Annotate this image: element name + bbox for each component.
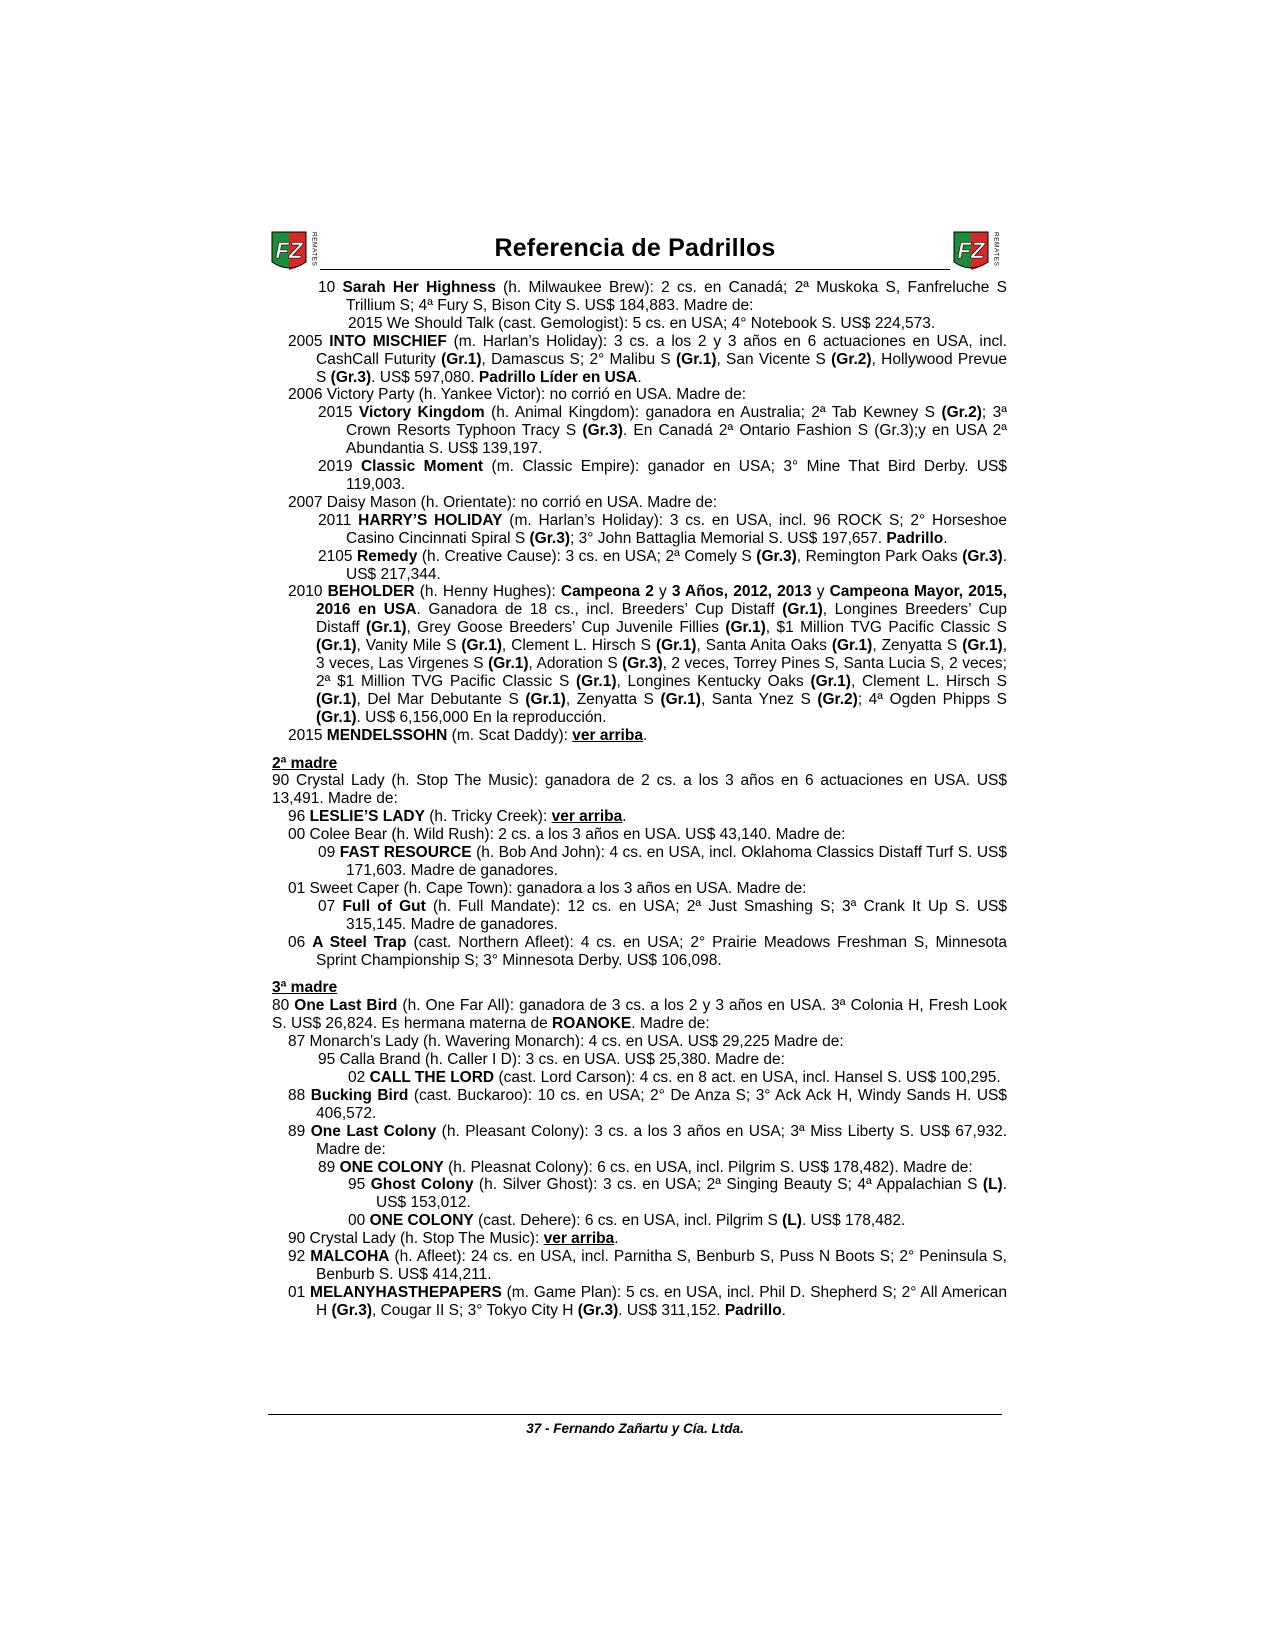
pedigree-body	[272, 279, 1007, 1320]
pedigree-entry: 2015 We Should Talk (cast. Gemologist): 5 cs. en USA; 4° Notebook S. US$ 224,573.	[348, 314, 936, 332]
pedigree-entry: 02 CALL THE LORD (cast. Lord Carson): 4 cs. en 8 act. en USA, incl. Hansel S. US$ 100,295.	[348, 1068, 1001, 1086]
pedigree-entry: 2011 HARRY’S HOLIDAY (m. Harlan’s Holiday): 3 cs. en USA, incl. 96 ROCK S; 2° Horseshoe Casino Cincinnati Spiral S (Gr.3); 3° John Battaglia Memorial S. US$ 197,657. Padrillo.	[318, 511, 1007, 547]
section-heading: 3ª madre	[272, 979, 338, 997]
pedigree-entry: 89 ONE COLONY (h. Pleasnat Colony): 6 cs. en USA, incl. Pilgrim S. US$ 178,482). Madre de:	[318, 1158, 973, 1176]
pedigree-entry: 01 MELANYHASTHEPAPERS (m. Game Plan): 5 cs. en USA, incl. Phil D. Shepherd S; 2° All American H (Gr.3), Cougar II S; 3° Tokyo City H (Gr.3). US$ 311,152. Padrillo.	[288, 1283, 1007, 1319]
pedigree-entry: 95 Calla Brand (h. Caller I D): 3 cs. en USA. US$ 25,380. Madre de:	[318, 1051, 785, 1069]
logo-remates-text: REMATES	[992, 232, 1000, 267]
pedigree-entry: 2015 MENDELSSOHN (m. Scat Daddy): ver arriba.	[288, 726, 648, 744]
pedigree-entry: 2007 Daisy Mason (h. Orientate): no corrió en USA. Madre de:	[288, 493, 718, 511]
pedigree-entry: 80 One Last Bird (h. One Far All): ganadora de 3 cs. a los 2 y 3 años en USA. 3ª Colonia H, Fresh Look S. US$ 26,824. Es hermana materna de ROANOKE. Madre de:	[272, 997, 1007, 1033]
page-header	[268, 228, 1002, 274]
fz-remates-logo-right	[950, 228, 1002, 274]
header-rule	[320, 269, 950, 270]
pedigree-entry: 96 LESLIE’S LADY (h. Tricky Creek): ver arriba.	[288, 808, 627, 826]
pedigree-entry: 90 Crystal Lady (h. Stop The Music): ver arriba.	[288, 1230, 619, 1248]
pedigree-entry: 2105 Remedy (h. Creative Cause): 3 cs. en USA; 2ª Comely S (Gr.3), Remington Park Oaks (Gr.3). US$ 217,344.	[318, 547, 1007, 583]
pedigree-entry: 95 Ghost Colony (h. Silver Ghost): 3 cs. en USA; 2ª Singing Beauty S; 4ª Appalachian S (L). US$ 153,012.	[348, 1176, 1008, 1212]
pedigree-entry: 90 Crystal Lady (h. Stop The Music): ganadora de 2 cs. a los 3 años en 6 actuaciones en USA. US$ 13,491. Madre de:	[272, 772, 1007, 808]
pedigree-entry: 09 FAST RESOURCE (h. Bob And John): 4 cs. en USA, incl. Oklahoma Classics Distaff Turf S. US$ 171,603. Madre de ganadores.	[318, 844, 1008, 879]
pedigree-entry: 2010 BEHOLDER (h. Henny Hughes): Campeona 2 y 3 Años, 2012, 2013 y Campeona Mayor, 2015, 2016 en USA. Ganadora de 18 cs., incl. Breeders’ Cup Distaff (Gr.1), Longines Breeders’ Cup Distaff (Gr.1), Grey Goose Breeders’ Cup Juvenile Fillies (Gr.1), $1 Million TVG Pacific Classic S (Gr.1), Vanity Mile S (Gr.1), Clement L. Hirsch S (Gr.1), Santa Anita Oaks (Gr.1), Zenyatta S (Gr.1), 3 veces, Las Virgenes S (Gr.1), Adoration S (Gr.3), 2 veces, Torrey Pines S, Santa Lucia S, 2 veces; 2ª $1 Million TVG Pacific Classic S (Gr.1), Longines Kentucky Oaks (Gr.1), Clement L. Hirsch S (Gr.1), Del Mar Debutante S (Gr.1), Zenyatta S (Gr.1), Santa Ynez S (Gr.2); 4ª Ogden Phipps S (Gr.1). US$ 6,156,000 En la reproducción.	[288, 583, 1007, 726]
pedigree-entry: 88 Bucking Bird (cast. Buckaroo): 10 cs. en USA; 2° De Anza S; 3° Ack Ack H, Windy Sands H. US$ 406,572.	[288, 1086, 1007, 1122]
logo-remates-text: REMATES	[310, 232, 318, 267]
pedigree-entry: 10 Sarah Her Highness (h. Milwaukee Brew): 2 cs. en Canadá; 2ª Muskoka S, Fanfreluche S Trillium S; 4ª Fury S, Bison City S. US$ 184,883. Madre de:	[318, 279, 1007, 314]
pedigree-entry: 00 Colee Bear (h. Wild Rush): 2 cs. a los 3 años en USA. US$ 43,140. Madre de:	[288, 826, 846, 844]
pedigree-entry: 2019 Classic Moment (m. Classic Empire): ganador en USA; 3° Mine That Bird Derby. US$ 119,003.	[318, 458, 1007, 493]
pedigree-entry: 2015 Victory Kingdom (h. Animal Kingdom): ganadora en Australia; 2ª Tab Kewney S (Gr.2); 3ª Crown Resorts Typhoon Tracy S (Gr.3). En Canadá 2ª Ontario Fashion S (Gr.3);y en USA 2ª Abundantia S. US$ 139,197.	[318, 404, 1007, 458]
pedigree-entry: 92 MALCOHA (h. Afleet): 24 cs. en USA, incl. Parnitha S, Benburb S, Puss N Boots S; 2° Peninsula S, Benburb S. US$ 414,211.	[288, 1248, 1007, 1283]
pedigree-entry: 06 A Steel Trap (cast. Northern Afleet): 4 cs. en USA; 2° Prairie Meadows Freshman S, Minnesota Sprint Championship S; 3° Minnesota Derby. US$ 106,098.	[288, 933, 1007, 969]
footer-rule	[268, 1414, 1002, 1415]
pedigree-entry: 2006 Victory Party (h. Yankee Victor): no corrió en USA. Madre de:	[288, 386, 747, 404]
logo-letters: FZ	[275, 238, 303, 263]
pedigree-entry: 2005 INTO MISCHIEF (m. Harlan’s Holiday): 3 cs. a los 2 y 3 años en 6 actuaciones en USA, incl. CashCall Futurity (Gr.1), Damascus S; 2° Malibu S (Gr.1), San Vicente S (Gr.2), Hollywood Prevue S (Gr.3). US$ 597,080. Padrillo Líder en USA.	[288, 332, 1008, 386]
pedigree-entry: 87 Monarch’s Lady (h. Wavering Monarch): 4 cs. en USA. US$ 29,225 Madre de:	[288, 1033, 844, 1051]
section-heading: 2ª madre	[272, 754, 338, 772]
pedigree-entry: 01 Sweet Caper (h. Cape Town): ganadora a los 3 años en USA. Madre de:	[288, 879, 807, 897]
pedigree-entry: 00 ONE COLONY (cast. Dehere): 6 cs. en USA, incl. Pilgrim S (L). US$ 178,482.	[348, 1212, 906, 1230]
page-title: Referencia de Padrillos	[494, 234, 776, 262]
pedigree-entry: 07 Full of Gut (h. Full Mandate): 12 cs. en USA; 2ª Just Smashing S; 3ª Crank It Up S. US$ 315,145. Madre de ganadores.	[318, 897, 1007, 933]
fz-remates-logo-left	[268, 228, 320, 274]
page-footer: 37 - Fernando Zañartu y Cía. Ltda.	[526, 1421, 744, 1436]
logo-letters: FZ	[957, 238, 985, 263]
pedigree-entry: 89 One Last Colony (h. Pleasant Colony): 3 cs. a los 3 años en USA; 3ª Miss Liberty S. US$ 67,932. Madre de:	[288, 1122, 1008, 1158]
